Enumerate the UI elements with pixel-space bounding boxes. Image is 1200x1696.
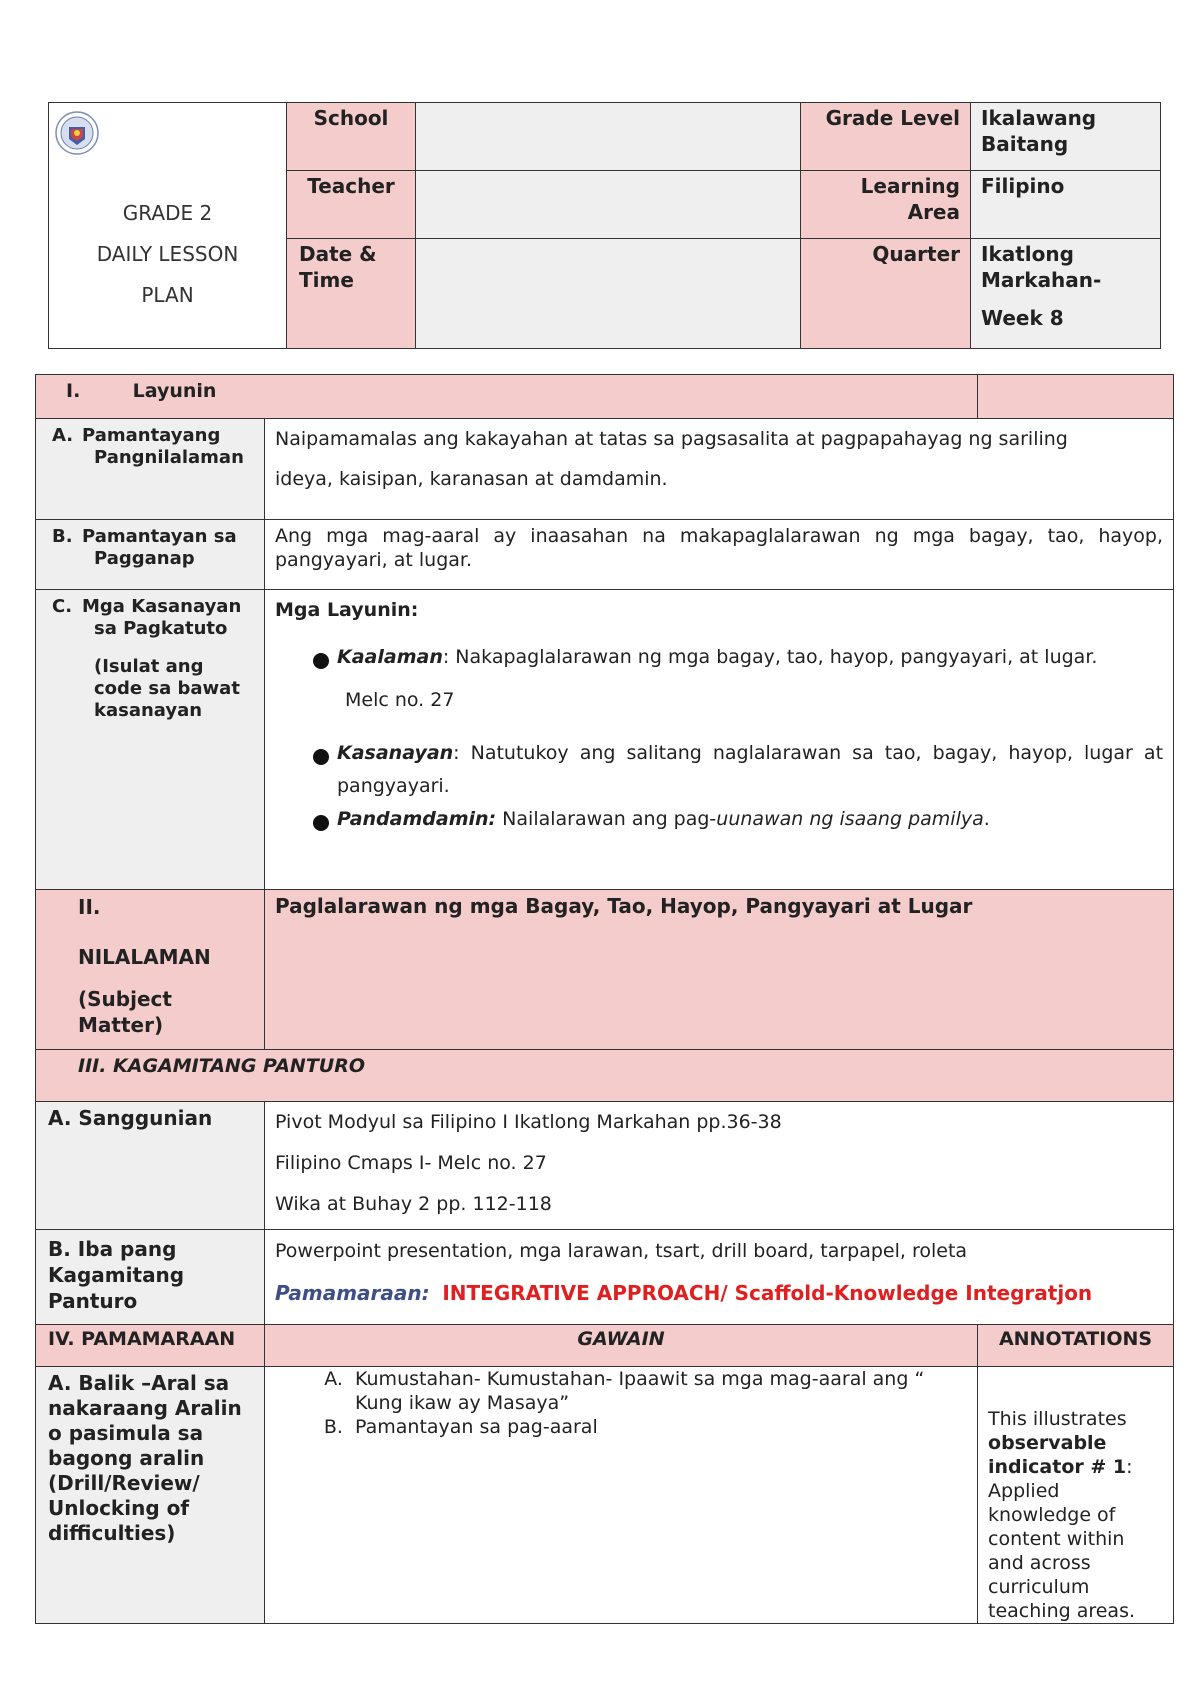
deped-seal-icon bbox=[55, 111, 99, 155]
title-line-grade: GRADE 2 bbox=[122, 201, 213, 225]
balik-aral-item-a: A. Kumustahan- Kumustahan- Ipaawit sa mga mag-aaral ang “ Kung ikaw ay Masaya” bbox=[349, 1367, 977, 1415]
layunin-number: I. bbox=[66, 380, 81, 402]
kasanayan-label-3: (Isulat ang code sa bawat kasanayan bbox=[94, 656, 240, 721]
sanggunian-line-1: Pivot Modyul sa Filipino I Ikatlong Markahan pp.36-38 bbox=[275, 1111, 782, 1133]
pamamaraan-approach-label: Pamamaraan: bbox=[275, 1281, 430, 1305]
kagamitan-row bbox=[36, 1050, 1174, 1102]
school-label: School bbox=[287, 103, 416, 171]
grade-level-value: Ikalawang Baitang bbox=[971, 103, 1161, 171]
grade-level-label: Grade Level bbox=[801, 103, 971, 171]
kasanayan-label-1: Mga Kasanayan bbox=[82, 596, 242, 617]
pagganap-label-2: Pagganap bbox=[94, 548, 195, 569]
quarter-value-line-2: Week 8 bbox=[981, 306, 1064, 330]
quarter-value-line-1: Ikatlong Markahan- bbox=[981, 242, 1102, 292]
teacher-label: Teacher bbox=[287, 171, 416, 239]
pamantayang-label-1: Pamantayang bbox=[82, 425, 221, 446]
kaalaman-term: Kaalaman bbox=[337, 646, 443, 668]
kaalaman-text: Nakapaglalarawan ng mga bagay, tao, hayop, pangyayari, at lugar. bbox=[449, 646, 1098, 668]
title-cell bbox=[49, 103, 287, 349]
mga-layunin-heading: Mga Layunin: bbox=[275, 599, 419, 621]
kasanayan-label-2: sa Pagkatuto bbox=[94, 618, 228, 639]
title-line-plan: PLAN bbox=[141, 283, 194, 307]
pagganap-letter: B. bbox=[52, 526, 73, 547]
sanggunian-row bbox=[36, 1102, 1174, 1230]
iba-pang-kagamitan-label: B. Iba pang Kagamitang Panturo bbox=[48, 1237, 185, 1313]
pandamdamin-term: Pandamdamin: bbox=[337, 808, 497, 830]
layunin-item-kaalaman bbox=[275, 641, 1163, 717]
annotation-indicator bbox=[988, 1431, 1165, 1479]
layunin-item-pandamdamin bbox=[275, 803, 1163, 836]
kagamitan-title: III. KAGAMITANG PANTURO bbox=[78, 1055, 366, 1077]
date-time-label: Date & Time bbox=[287, 239, 416, 349]
sanggunian-line-2: Filipino Cmaps I- Melc no. 27 bbox=[275, 1152, 547, 1174]
annotation-description: Applied knowledge of content within and across curriculum teaching areas. bbox=[988, 1480, 1136, 1622]
pamantayang-label-2: Pangnilalaman bbox=[94, 447, 244, 468]
iba-pang-kagamitan-content: Powerpoint presentation, mga larawan, tsart, drill board, tarpapel, roleta bbox=[275, 1240, 968, 1262]
sanggunian-label: A. Sanggunian bbox=[48, 1106, 213, 1130]
teacher-field[interactable] bbox=[416, 171, 801, 239]
balik-aral-annotation bbox=[978, 1367, 1174, 1624]
pamamaraan-approach-value: INTEGRATIVE APPROACH/ Scaffold-Knowledge Integratjon bbox=[442, 1281, 1093, 1305]
kasanayan-text: Natutukoy ang salitang naglalarawan sa tao, bagay, hayop, lugar at pangyayari. bbox=[337, 742, 1164, 797]
nilalaman-row bbox=[36, 890, 1174, 1050]
layunin-item-kasanayan bbox=[275, 737, 1163, 803]
melc-number: Melc no. 27 bbox=[345, 689, 455, 711]
pamantayan-pagganap-row bbox=[36, 520, 1174, 590]
pagganap-content: Ang mga mag-aaral ay inaasahan na makapaglalarawan ng mga bagay, tao, hayop, pangyayari, at lugar. bbox=[275, 525, 1164, 571]
pamamaraan-col-2: GAWAIN bbox=[265, 1325, 978, 1367]
kaalaman-sep: : bbox=[442, 646, 450, 668]
annotation-colon: : bbox=[1126, 1456, 1133, 1478]
sanggunian-line-3: Wika at Buhay 2 pp. 112-118 bbox=[275, 1193, 552, 1215]
nilalaman-content: Paglalarawan ng mga Bagay, Tao, Hayop, Pangyayari at Lugar bbox=[275, 894, 973, 918]
pamamaraan-header-row bbox=[36, 1325, 1174, 1367]
lesson-plan-table bbox=[35, 374, 1174, 1624]
title-line-dlp: DAILY LESSON bbox=[96, 242, 239, 266]
balik-aral-item-b: B. Pamantayan sa pag-aaral bbox=[349, 1415, 977, 1439]
kasanayan-term: Kasanayan bbox=[337, 742, 454, 764]
nilalaman-subtitle: (Subject Matter) bbox=[78, 987, 172, 1037]
pamantayang-letter: A. bbox=[52, 425, 74, 446]
balik-aral-label: A. Balik –Aral sa nakaraang Aralin o pasimula sa bagong aralin (Drill/Review/ Unlocking of difficulties) bbox=[48, 1371, 242, 1545]
quarter-label: Quarter bbox=[801, 239, 971, 349]
learning-area-value: Filipino bbox=[971, 171, 1161, 239]
annotation-indicator-text: observable indicator # 1 bbox=[988, 1432, 1127, 1478]
nilalaman-title: NILALAMAN bbox=[78, 945, 211, 969]
pamantayang-pangnilalaman-row bbox=[36, 419, 1174, 520]
pamamaraan-col-1: IV. PAMAMARAAN bbox=[36, 1325, 265, 1367]
pandamdamin-text-end: . bbox=[983, 808, 990, 830]
kasanayan-sep: : bbox=[453, 742, 460, 764]
pamantayang-content-1: Naipamamalas ang kakayahan at tatas sa pagsasalita at pagpapahayag ng sariling bbox=[275, 428, 1068, 450]
pagganap-label-1: Pamantayan sa bbox=[82, 526, 237, 547]
layunin-empty-cell bbox=[978, 375, 1174, 419]
annotation-line-1: This illustrates bbox=[988, 1408, 1127, 1430]
nilalaman-number: II. bbox=[78, 895, 101, 919]
quarter-value bbox=[971, 239, 1161, 349]
layunin-title: Layunin bbox=[132, 380, 217, 402]
pandamdamin-text: Nailalarawan ang pag- bbox=[496, 808, 717, 830]
kasanayan-letter: C. bbox=[52, 596, 73, 617]
school-field[interactable] bbox=[416, 103, 801, 171]
pamantayang-content-2: ideya, kaisipan, karanasan at damdamin. bbox=[275, 468, 668, 490]
pamamaraan-col-3: ANNOTATIONS bbox=[978, 1325, 1174, 1367]
learning-area-label: Learning Area bbox=[801, 171, 971, 239]
balik-aral-row bbox=[36, 1367, 1174, 1624]
header-table bbox=[48, 102, 1161, 349]
date-time-field[interactable] bbox=[416, 239, 801, 349]
iba-pang-kagamitan-row bbox=[36, 1230, 1174, 1325]
pandamdamin-text-italic: uunawan ng isaang pamilya bbox=[716, 808, 984, 830]
kasanayan-row bbox=[36, 590, 1174, 890]
layunin-row bbox=[36, 375, 1174, 419]
